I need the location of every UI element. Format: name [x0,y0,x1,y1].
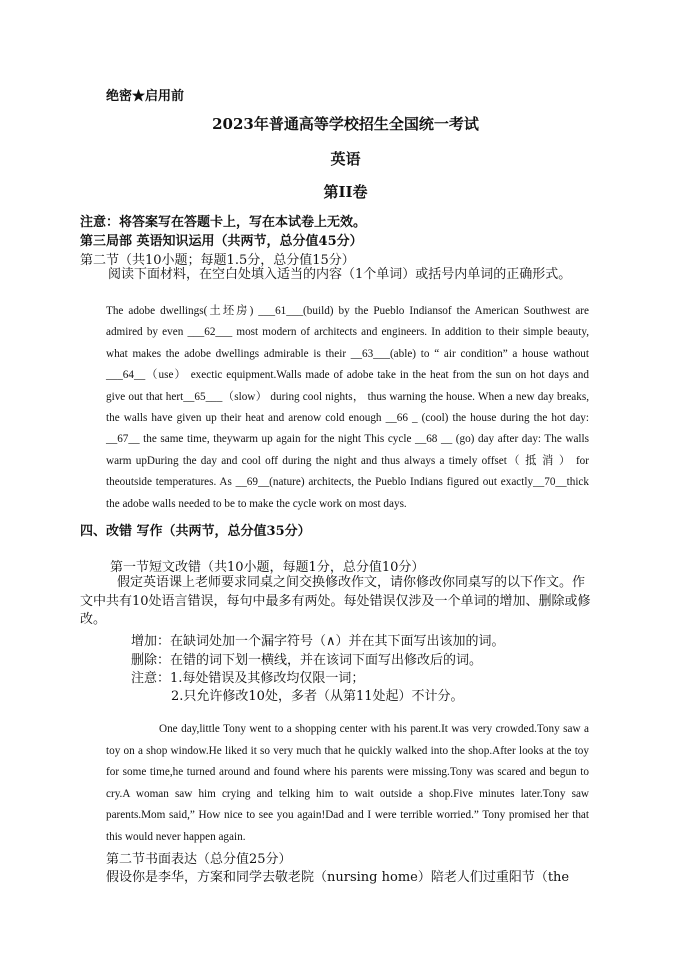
note-one: 注意：1.每处错误及其修改均仅限一词； [131,671,365,686]
part4-heading: 四、改错 写作（共两节，总分值35分） [80,524,311,539]
student-essay: One day,little Tony went to a shopping center with his parent.It was very crowded.Tony saw a toy on a shop window.He liked it so very much that he quickly walked into the shop.After looks at the toy for some time,he turned around and found where his parents were missing.Tony was scared and begun to cry.A woman saw him crying and telking him to wait outside a shop.Five minutes later.Tony saw parents.Mom said,” How nice to see you again!Dad and I were terrible worried.” Tony promised her that this would never happen again. [106,723,589,843]
error-correction-heading: 第一节短文改错（共10小题，每题1分，总分值10分） [110,560,425,575]
answer-notice: 注意：将答案写在答题卡上，写在本试卷上无效。 [80,215,367,230]
rule-delete: 删除：在错的词下划一横线，并在该词下面写出修改后的词。 [131,653,483,668]
volume-title: 第II卷 [323,183,368,201]
confidential-label: 绝密★启用前 [106,89,185,104]
exam-title: 2023年普通高等学校招生全国统一考试 [212,115,479,133]
part3-heading: 第三局部 英语知识运用（共两节，总分值45分） [80,234,363,249]
cloze-instruction: 阅读下面材料，在空白处填入适当的内容（1个单词）或括号内单词的正确形式。 [108,267,572,282]
writing-task: 假设你是李华，方案和同学去敬老院（nursing home）陪老人们过重阳节（the [106,870,570,885]
writing-section-heading: 第二节书面表达（总分值25分） [106,852,292,867]
error-correction-prompt: 假定英语课上老师要求同桌之间交换修改作文，请你修改你同桌写的以下作文。作文中共有10处语言错误，每句中最多有两处。每处错误仅涉及一个单词的增加、删除或修改。 [80,575,591,627]
rule-add: 增加：在缺词处加一个漏字符号（∧）并在其下面写出该加的词。 [131,634,505,649]
note-two: 2.只允许修改10处，多者（从第11处起）不计分。 [171,689,464,704]
cloze-section-heading: 第二节（共10小题；每题1.5分，总分值15分） [80,253,355,268]
cloze-passage: The adobe dwellings(土坯房) ___61___(build) by the Pueblo Indiansof the American Southwest are admired by even ___62___ most modern of architects and engineers. In addition to their simple beauty, what makes the adobe dwellings admirable is their __63___(able) to “ air condition” a house wathout ___64__（use） exectic equipment.Walls made of adobe take in the heat from the sun on hot days and give out that hert__65___（slow） during cool nights， thus warning the house. When a new day breaks, the walls have given up their heat and arenow cold enough __66 _ (cool) the house during the hot day: __67__ the same time, theywarm up again for the night This cycle __68 __ (go) day after day: The walls warm upDuring the day and cool off during the night and thus always a timely offset（ 抵 消 ） for theoutside temperatures. As __69__(nature) architects, the Pueblo Indians figured out exactly__70__thick the adobe walls needed to be to make the cycle work on most days. [106,305,589,510]
subject-title: 英语 [330,150,361,168]
